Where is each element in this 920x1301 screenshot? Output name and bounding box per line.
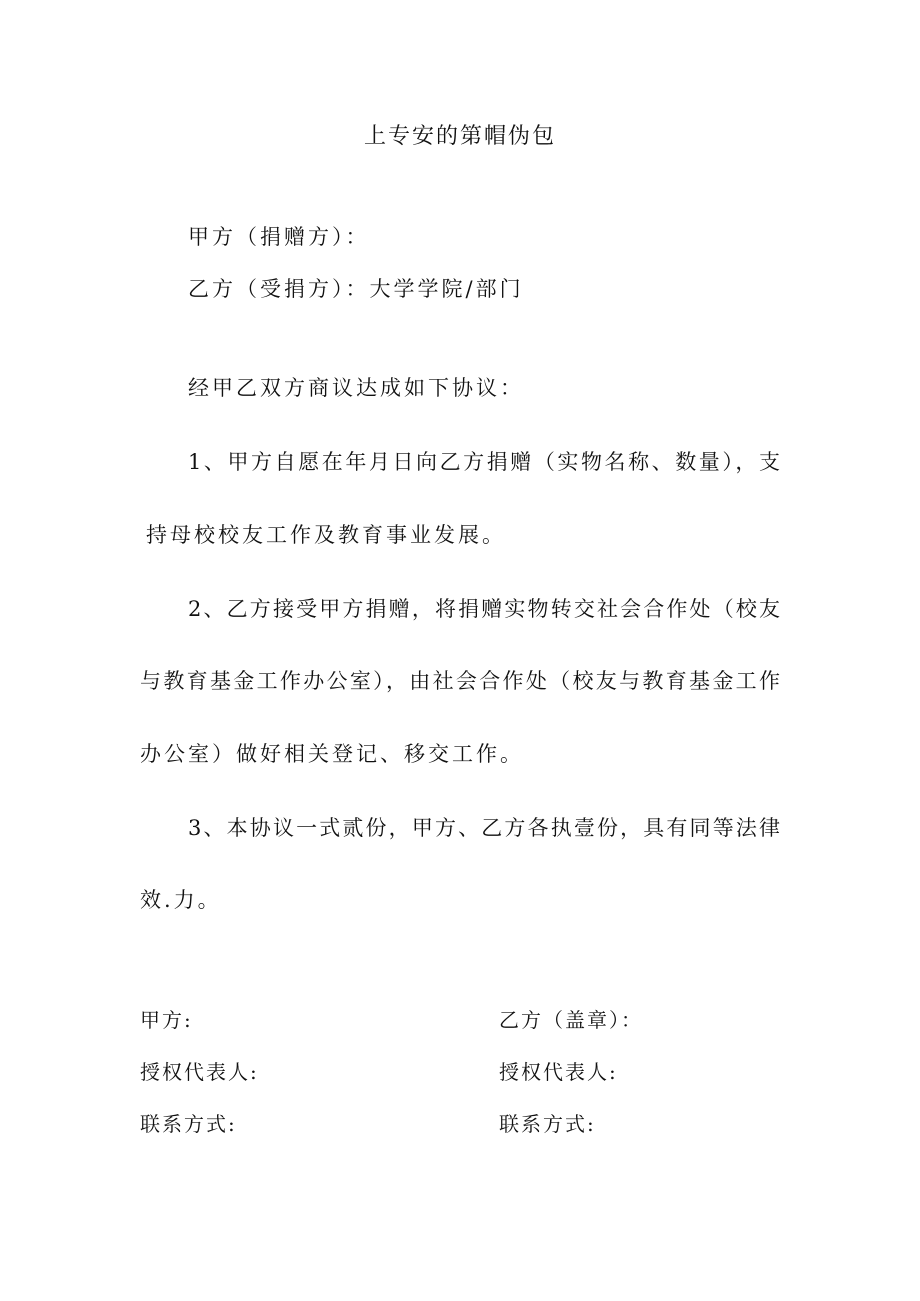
clause-2-line-1: 2、乙方接受甲方捐赠，将捐赠实物转交社会合作处（校友 bbox=[188, 597, 780, 621]
agreement-intro: 经甲乙双方商议达成如下协议： bbox=[188, 376, 524, 400]
clause-1-line-2: 持母校校友工作及教育事业发展。 bbox=[146, 523, 506, 547]
clause-3-line-2: 效.力。 bbox=[140, 888, 222, 912]
party-b-representative-label: 授权代表人: bbox=[499, 1060, 618, 1084]
party-b-contact-label: 联系方式: bbox=[499, 1112, 596, 1136]
document-title: 上专安的第帽伪包 bbox=[363, 124, 556, 149]
party-b-recipient-line: 乙方（受捐方）：大学学院/部门 bbox=[188, 277, 524, 301]
signature-block-party-b bbox=[499, 1005, 643, 1161]
signature-block-party-a bbox=[140, 1005, 259, 1161]
clause-1-line-1: 1、甲方自愿在年月日向乙方捐赠（实物名称、数量），支 bbox=[188, 450, 780, 474]
party-a-donor-line: 甲方（捐赠方）： bbox=[188, 225, 370, 249]
party-a-representative-label: 授权代表人: bbox=[140, 1060, 259, 1084]
party-a-contact-label: 联系方式: bbox=[140, 1112, 237, 1136]
party-a-signature-label: 甲方: bbox=[140, 1008, 193, 1032]
clause-2-line-3: 办公室）做好相关登记、移交工作。 bbox=[140, 742, 524, 766]
clause-2-line-2: 与教育基金工作办公室），由社会合作处（校友与教育基金工作 bbox=[140, 669, 780, 693]
party-b-seal-label: 乙方（盖章）： bbox=[499, 1008, 643, 1032]
clause-3-line-1: 3、本协议一式贰份，甲方、乙方各执壹份，具有同等法律 bbox=[188, 816, 780, 840]
